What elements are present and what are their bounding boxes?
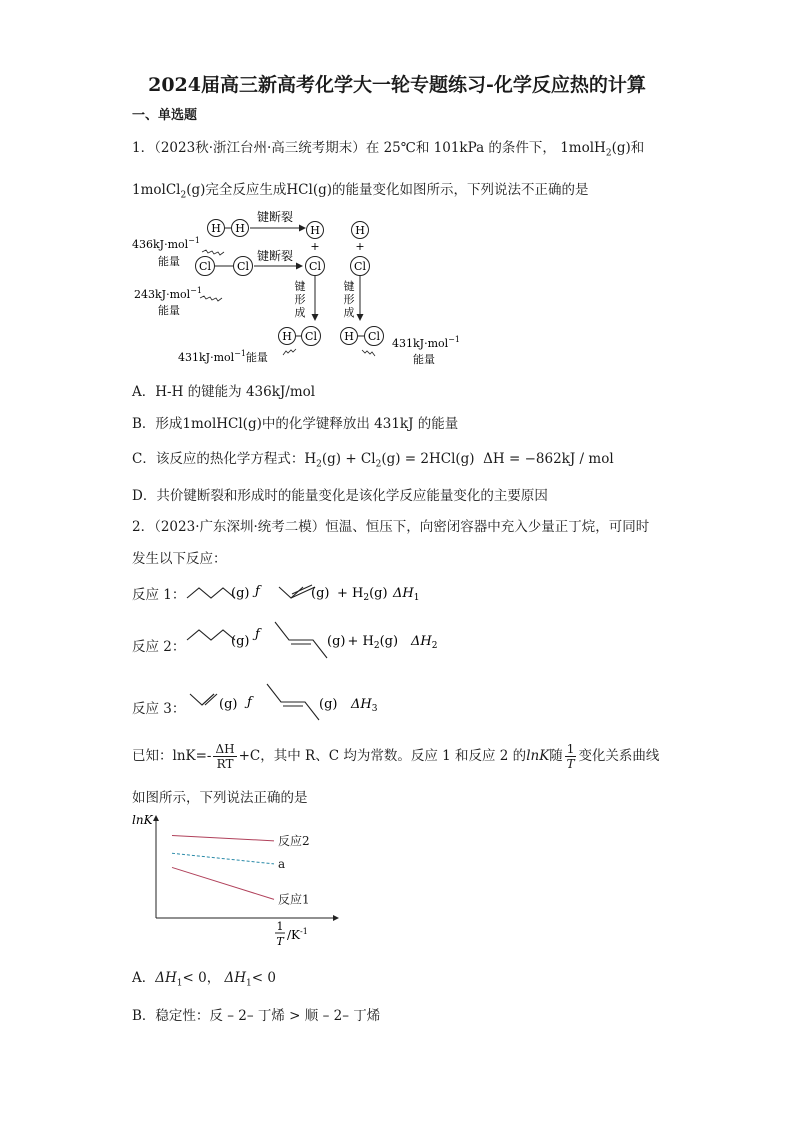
svg-text:H: H xyxy=(355,224,365,237)
q1-option-a[interactable]: A．H-H 的键能为 436kJ/mol xyxy=(132,384,316,400)
svg-text:T: T xyxy=(276,935,284,948)
cl-atom-1 xyxy=(196,257,215,276)
option-text: < 0， xyxy=(182,970,221,986)
double-bond xyxy=(205,694,217,705)
x-axis-label xyxy=(275,920,308,948)
h-atom-3 xyxy=(307,222,324,239)
q1-option-c[interactable] xyxy=(132,447,614,470)
svg-text:Cl: Cl xyxy=(354,260,366,273)
series-line-2 xyxy=(172,867,274,899)
cl-atom-3 xyxy=(306,257,325,276)
svg-text:(g): (g) xyxy=(319,697,338,712)
svg-text:H: H xyxy=(310,224,320,237)
svg-text:(g): (g) xyxy=(311,586,330,601)
reaction-3-equation xyxy=(185,680,655,724)
option-text: H xyxy=(304,451,317,467)
option-text: B．形成 xyxy=(132,416,183,432)
known-text: 随 xyxy=(549,748,563,764)
q1-stem-text-c: 的条件下， xyxy=(488,140,556,156)
reaction-3-label: 反应 3： xyxy=(132,701,186,717)
subscript: 1 xyxy=(246,978,252,989)
trans-butene-skeleton xyxy=(275,622,327,658)
series-label-0: 反应2 xyxy=(278,833,310,848)
subscript: 2 xyxy=(180,190,187,201)
series-line-1 xyxy=(172,853,274,864)
svg-text:H: H xyxy=(211,222,221,235)
option-text: ΔH = −862kJ / mol xyxy=(483,451,614,467)
energy-word-1: 能量 xyxy=(158,255,180,268)
known-text: 已知：lnK=- xyxy=(132,748,212,764)
known-text: lnK xyxy=(526,748,550,764)
butene1-skeleton xyxy=(279,587,303,598)
series-label-1: a xyxy=(278,856,286,871)
plus-2: + xyxy=(355,240,365,253)
svg-text:H: H xyxy=(235,222,245,235)
fraction-dh-rt: $\frac{\Delta H}{RT}$ xyxy=(215,742,235,771)
form-label-1: 键形成 xyxy=(294,280,306,319)
q1-stem-text-h: HCl(g) xyxy=(286,182,333,198)
energy-hcl-right-label: 431kJ·mol$^{-1}$ xyxy=(392,335,460,350)
wavy-arrow-4 xyxy=(362,350,375,356)
q1-stem-line1 xyxy=(132,136,644,159)
option-text: A． xyxy=(132,970,156,986)
cl-atom-4 xyxy=(351,257,370,276)
svg-text:ΔH2: $\Delta H_2$ xyxy=(411,634,438,651)
option-text: ΔH xyxy=(224,970,247,986)
option-text: 1molHCl(g) xyxy=(182,416,262,432)
subscript: 2 xyxy=(605,148,612,159)
form-label-2: 键形成 xyxy=(343,280,355,319)
wavy-arrow-2 xyxy=(200,296,222,301)
h-atom-2 xyxy=(232,220,249,237)
energy-word-3: 能量 xyxy=(413,353,435,366)
known-text: +C，其中 R、C 均为常数。反应 1 和反应 2 的 xyxy=(238,748,527,764)
wavy-arrow-1 xyxy=(202,250,224,255)
q1-stem-line2 xyxy=(132,178,589,201)
svg-text:Cl: Cl xyxy=(368,330,380,343)
option-text: (g) + Cl xyxy=(321,451,376,467)
wavy-arrow-3 xyxy=(283,349,296,355)
q1-stem-text-b: 25℃和 101kPa xyxy=(383,140,485,156)
q2-known xyxy=(132,742,659,771)
equilibrium-arrow[interactable]: ƒ xyxy=(255,584,260,599)
q1-stem-text-d: 1molH xyxy=(560,140,606,156)
bond-energy-diagram xyxy=(130,208,470,374)
energy-clcl-label: 243kJ·mol$^{-1}$ xyxy=(134,286,202,301)
svg-text:(g): (g) xyxy=(231,634,250,649)
svg-text:H: H xyxy=(344,330,354,343)
energy-hh-label: 436kJ·mol$^{-1}$ xyxy=(132,236,200,251)
known-text: 变化关系曲线 xyxy=(578,748,660,764)
q1-stem-text-a: 1．（2023秋·浙江台州·高三统考期末）在 xyxy=(132,140,380,156)
svg-text:1: 1 xyxy=(276,920,284,933)
q1-stem-text-i: 的能量变化如图所示，下列说法不正确的是 xyxy=(332,182,589,198)
page-title: 2024届高三新高考化学大一轮专题练习-化学反应热的计算 xyxy=(148,74,646,96)
reaction-1-equation xyxy=(185,580,655,606)
svg-text:Cl: Cl xyxy=(199,260,211,273)
svg-text:H: H xyxy=(282,330,292,343)
svg-text:/K-1: $/K^{-1}$ xyxy=(287,927,308,942)
q1-stem-text-e: (g)和 xyxy=(611,140,645,156)
option-text: (g) = 2HCl(g) xyxy=(381,451,475,467)
equilibrium-arrow[interactable]: ƒ xyxy=(255,627,260,642)
q2-stem-line4: 如图所示，下列说法正确的是 xyxy=(132,790,308,806)
svg-text:+ H2(g): + $H_2(g)$ xyxy=(337,586,388,603)
energy-word-2: 能量 xyxy=(158,304,180,317)
hcl-molecule-2 xyxy=(341,327,384,346)
hcl-molecule-1 xyxy=(279,327,321,346)
subscript: 1 xyxy=(176,978,183,989)
option-text: C．该反应的热化学方程式： xyxy=(132,451,305,467)
q2-stem-line1: 2．（2023·广东深圳·统考二模）恒温、恒压下，向密闭容器中充入少量正丁烷，可同时 xyxy=(132,519,650,535)
option-text: < 0 xyxy=(251,970,276,986)
energy-hcl-left-label: 431kJ·mol$^{-1}$能量 xyxy=(178,349,268,364)
trans-butene-skeleton xyxy=(267,684,319,720)
q1-stem-text-f: 1molCl xyxy=(132,182,181,198)
svg-text:(g): (g) xyxy=(219,697,238,712)
series-line-0 xyxy=(172,836,274,841)
q2-stem-line2: 发生以下反应： xyxy=(132,551,227,567)
q2-option-b[interactable]: B．稳定性：反 – 2– 丁烯 > 顺 – 2– 丁烯 xyxy=(132,1008,381,1024)
double-bond xyxy=(202,694,214,705)
lnk-vs-inverse-t-chart xyxy=(130,810,360,950)
h-atom-1 xyxy=(208,220,225,237)
svg-text:(g)+ H2(g): $(g) + H_2(g)$ xyxy=(327,634,399,651)
series-label-2: 反应1 xyxy=(278,892,310,907)
svg-text:ΔH3: $\Delta H_3$ xyxy=(351,697,378,714)
butane-skeleton xyxy=(187,588,235,598)
h-atom-4 xyxy=(352,222,369,239)
section-heading: 一、单选题 xyxy=(132,108,198,123)
option-text: ΔH xyxy=(155,970,177,986)
option-text: 中的化学键释放出 431kJ 的能量 xyxy=(261,416,459,432)
svg-text:Cl: Cl xyxy=(309,260,321,273)
plus-1: + xyxy=(310,240,320,253)
subscript: 2 xyxy=(316,459,322,470)
break-label-1: 键断裂 xyxy=(256,210,294,224)
y-axis-label: lnK xyxy=(132,813,153,827)
equilibrium-arrow[interactable]: ƒ xyxy=(247,695,252,710)
svg-text:Cl: Cl xyxy=(237,260,249,273)
butane-skeleton xyxy=(187,630,235,640)
subscript: 2 xyxy=(375,459,382,470)
reaction-2-label: 反应 2： xyxy=(132,639,186,655)
svg-text:(g): (g) xyxy=(231,586,250,601)
fraction-1-over-t: $\frac{1}{T}$ xyxy=(566,742,575,771)
svg-text:ΔH1: $\Delta H_1$ xyxy=(393,586,420,603)
reaction-2-equation xyxy=(185,620,655,664)
cl-atom-2 xyxy=(234,257,253,276)
q1-option-d[interactable]: D．共价键断裂和形成时的能量变化是该化学反应能量变化的主要原因 xyxy=(132,488,548,504)
q2-option-a[interactable] xyxy=(132,966,276,989)
reaction-1-label: 反应 1： xyxy=(132,587,186,603)
svg-text:Cl: Cl xyxy=(305,330,317,343)
break-label-2: 键断裂 xyxy=(256,249,294,263)
q1-option-b[interactable] xyxy=(132,412,458,432)
q1-stem-text-g: (g)完全反应生成 xyxy=(186,182,287,198)
